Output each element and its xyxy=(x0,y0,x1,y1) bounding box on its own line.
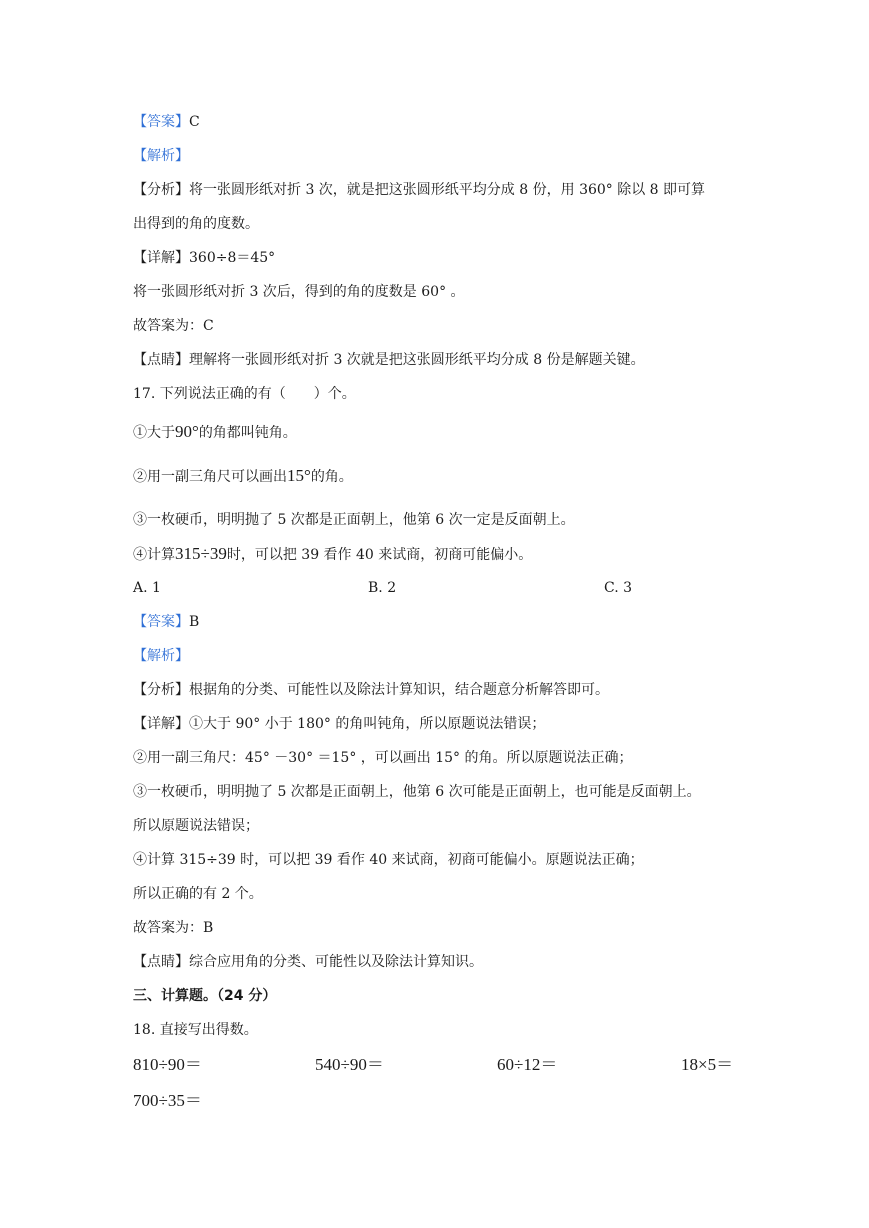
answer-tag: 【答案】 xyxy=(133,114,189,130)
q17-analysis-tag: 【解析】 xyxy=(133,648,189,664)
q17-xiangjie-line-3: ③一枚硬币，明明抛了 5 次都是正面朝上，他第 6 次可能是正面朝上，也可能是反面朝上。 xyxy=(133,784,701,800)
q17-xiangjie-line-4: 所以原题说法错误； xyxy=(133,818,259,834)
q17-xiangjie-line-5: ④计算 315÷39 时，可以把 39 看作 40 来试商，初商可能偏小。原题说法正确； xyxy=(133,852,644,868)
q16-fenxi-cont: 出得到的角的度数。 xyxy=(133,216,259,232)
q17-xiangjie: 【详解】①大于 90° 小于 180° 的角叫钝角，所以原题说法错误； xyxy=(133,716,546,732)
answer-tag: 【答案】 xyxy=(133,614,189,630)
q17-xiangjie-line-6: 所以正确的有 2 个。 xyxy=(133,886,263,902)
q17-option-a: A. 1 xyxy=(133,580,161,596)
q17-option-b: B. 2 xyxy=(368,580,397,596)
calc-item-1: 810÷90＝ xyxy=(133,1055,202,1074)
q16-analysis-tag: 【解析】 xyxy=(133,148,189,164)
q17-statement-1: ①大于90°的角都叫钝角。 xyxy=(133,422,297,441)
q17-statement-4: ④计算315÷39时，可以把 39 看作 40 来试商，初商可能偏小。 xyxy=(133,544,533,563)
q17-statement-2: ②用一副三角尺可以画出15°的角。 xyxy=(133,466,353,485)
q17-stem: 17. 下列说法正确的有（ ）个。 xyxy=(133,386,356,402)
q17-dianjing: 【点睛】综合应用角的分类、可能性以及除法计算知识。 xyxy=(133,954,483,970)
calc-item-4: 18×5＝ xyxy=(681,1055,734,1074)
q17-xiangjie-line-2: ②用一副三角尺：45° －30° ＝15° ，可以画出 15° 的角。所以原题说法正确； xyxy=(133,750,633,766)
q16-xiangjie-line: 将一张圆形纸对折 3 次后，得到的角的度数是 60° 。 xyxy=(133,284,465,300)
q17-fenxi: 【分析】根据角的分类、可能性以及除法计算知识，结合题意分析解答即可。 xyxy=(133,682,609,698)
q16-conclusion: 故答案为：C xyxy=(133,318,214,334)
q16-xiangjie: 【详解】360÷8＝45° xyxy=(133,250,276,266)
q16-dianjing: 【点睛】理解将一张圆形纸对折 3 次就是把这张圆形纸平均分成 8 份是解题关键。 xyxy=(133,352,645,368)
q17-conclusion: 故答案为：B xyxy=(133,920,214,936)
q16-answer: 【答案】C xyxy=(133,114,200,130)
q17-statement-3: ③一枚硬币，明明抛了 5 次都是正面朝上，他第 6 次一定是反面朝上。 xyxy=(133,512,575,528)
q18-stem: 18. 直接写出得数。 xyxy=(133,1022,258,1038)
q17-option-c: C. 3 xyxy=(604,580,633,596)
section-heading: 三、计算题。（24 分） xyxy=(133,988,277,1004)
calc-item-5: 700÷35＝ xyxy=(133,1091,202,1110)
q17-answer: 【答案】B xyxy=(133,614,200,630)
calc-item-2: 540÷90＝ xyxy=(315,1055,384,1074)
calc-item-3: 60÷12＝ xyxy=(497,1055,558,1074)
q16-fenxi: 【分析】将一张圆形纸对折 3 次，就是把这张圆形纸平均分成 8 份，用 360° 除以 8 即可算 xyxy=(133,182,706,198)
